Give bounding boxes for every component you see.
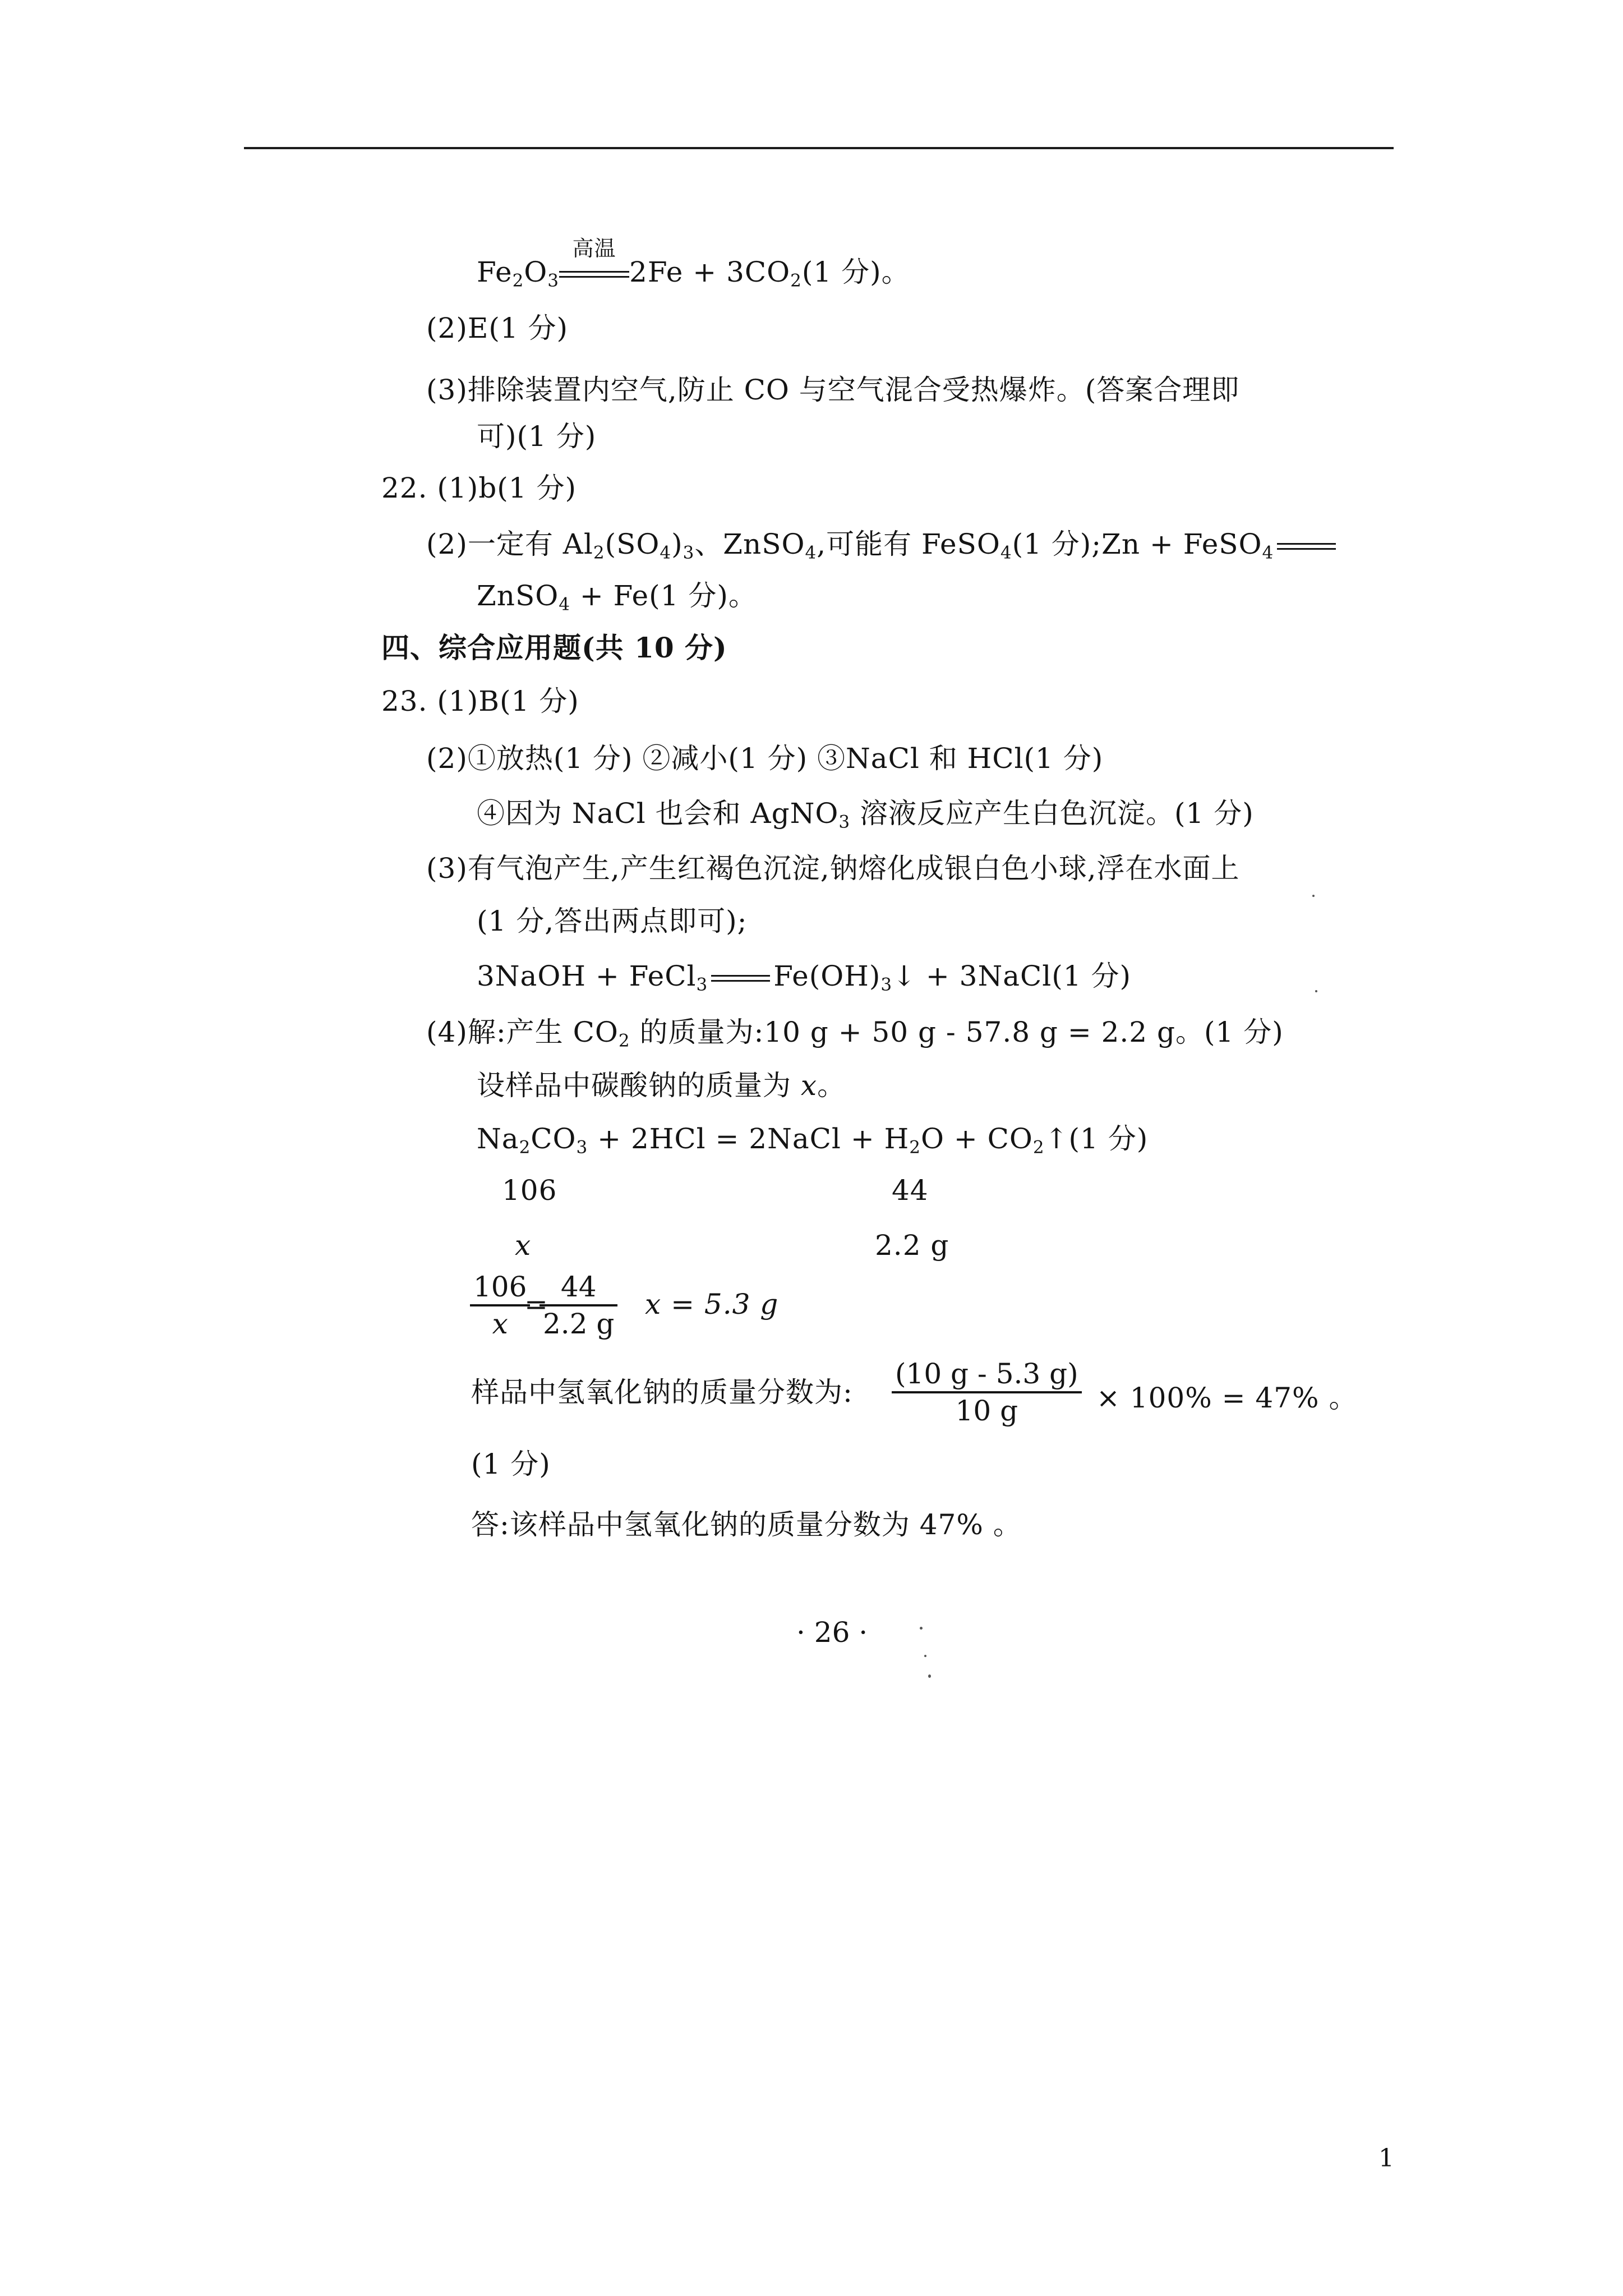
text: 。 bbox=[817, 1069, 846, 1102]
equation-line-17 bbox=[477, 1122, 1148, 1156]
condition-label: 高温 bbox=[572, 236, 616, 261]
subscript: 4 bbox=[559, 594, 570, 615]
text: 、ZnSO bbox=[694, 528, 805, 560]
text: Na bbox=[477, 1122, 519, 1155]
fraction-mass-percentage bbox=[892, 1358, 1082, 1427]
answer-line-6 bbox=[426, 527, 1339, 561]
molar-mass-right: 44 bbox=[892, 1174, 929, 1207]
subscript: 2 bbox=[519, 1137, 531, 1158]
answer-line-4: 可)(1 分) bbox=[477, 420, 597, 453]
text: (SO bbox=[605, 528, 660, 560]
result-x: x = 5.3 g bbox=[645, 1288, 779, 1320]
text-products: 2Fe + 3CO bbox=[629, 256, 791, 288]
section-heading-4: 四、综合应用题(共 10 分) bbox=[381, 631, 727, 664]
subscript: 3 bbox=[838, 812, 851, 832]
scan-speck bbox=[924, 1655, 926, 1657]
molar-mass-left: 106 bbox=[502, 1174, 557, 1207]
reaction-condition bbox=[559, 236, 629, 286]
text: ) bbox=[671, 528, 683, 560]
equals-arrow bbox=[711, 975, 770, 982]
answer-line-13: (1 分,答出两点即可); bbox=[477, 905, 748, 937]
denominator: 2.2 g bbox=[540, 1304, 617, 1340]
mass-fraction-result: × 100% = 47% 。 bbox=[1096, 1382, 1358, 1414]
subscript: 2 bbox=[512, 270, 524, 291]
equals-sign: = bbox=[524, 1288, 548, 1320]
final-answer: 答:该样品中氢氧化钠的质量分数为 47% 。 bbox=[471, 1508, 1022, 1541]
text-fe: Fe bbox=[477, 256, 513, 288]
answer-line-11 bbox=[477, 797, 1254, 830]
subscript: 4 bbox=[1000, 542, 1012, 563]
fraction-44-over-2.2g bbox=[540, 1271, 617, 1340]
answer-line-12: (3)有气泡产生,产生红褐色沉淀,钠熔化成银白色小球,浮在水面上 bbox=[426, 852, 1240, 885]
page-number-center: · 26 · bbox=[796, 1616, 868, 1649]
subscript: 3 bbox=[683, 542, 695, 563]
subscript: 4 bbox=[805, 542, 817, 563]
answer-line-16 bbox=[477, 1069, 846, 1102]
text-o: O bbox=[524, 256, 548, 288]
text: (1 分);Zn + FeSO bbox=[1012, 528, 1262, 560]
text: 3NaOH + FeCl bbox=[477, 960, 697, 992]
scan-speck bbox=[920, 1627, 923, 1630]
numerator: (10 g - 5.3 g) bbox=[895, 1358, 1078, 1390]
page-number-corner: 1 bbox=[1378, 2144, 1394, 2173]
fraction-106-over-x bbox=[470, 1271, 530, 1340]
header-rule bbox=[244, 147, 1394, 149]
question-22: 22. (1)b(1 分) bbox=[381, 472, 577, 504]
known-right: 2.2 g bbox=[875, 1229, 949, 1262]
denominator: 10 g bbox=[892, 1391, 1082, 1427]
text: (4)解:产生 CO bbox=[426, 1016, 619, 1048]
subscript: 2 bbox=[790, 270, 802, 291]
answer-line-2: (2)E(1 分) bbox=[426, 312, 569, 344]
text: + 2HCl = 2NaCl + H bbox=[588, 1122, 910, 1155]
equation-line-1 bbox=[477, 236, 910, 291]
text: ZnSO bbox=[477, 579, 559, 612]
denominator: x bbox=[470, 1304, 530, 1340]
subscript: 2 bbox=[618, 1030, 630, 1051]
answer-line-3: (3)排除装置内空气,防止 CO 与空气混合受热爆炸。(答案合理即 bbox=[426, 374, 1240, 406]
answer-line-15 bbox=[426, 1015, 1284, 1049]
subscript: 2 bbox=[1032, 1137, 1045, 1158]
text: 设样品中碳酸钠的质量为 bbox=[477, 1069, 801, 1102]
subscript: 3 bbox=[576, 1137, 588, 1158]
equation-line-14 bbox=[477, 959, 1131, 993]
text-score: (1 分)。 bbox=[801, 256, 910, 288]
text: ↓ + 3NaCl(1 分) bbox=[892, 960, 1131, 992]
answer-line-10: (2)①放热(1 分) ②减小(1 分) ③NaCl 和 HCl(1 分) bbox=[426, 742, 1104, 775]
text: ,可能有 FeSO bbox=[817, 528, 1000, 560]
text: + Fe(1 分)。 bbox=[570, 579, 757, 612]
subscript: 2 bbox=[909, 1137, 921, 1158]
text: (2)一定有 Al bbox=[426, 528, 593, 560]
text: ④因为 NaCl 也会和 AgNO bbox=[477, 797, 839, 830]
scan-speck bbox=[1312, 895, 1315, 897]
text: Fe(OH) bbox=[773, 960, 881, 992]
subscript: 3 bbox=[696, 974, 708, 995]
answer-line-7 bbox=[477, 579, 757, 613]
text: 的质量为:10 g + 50 g - 57.8 g = 2.2 g。(1 分) bbox=[630, 1016, 1284, 1048]
mass-fraction-label: 样品中氢氧化钠的质量分数为: bbox=[471, 1376, 853, 1409]
scan-speck bbox=[928, 1674, 931, 1678]
text: O + CO bbox=[920, 1122, 1033, 1155]
scan-speck bbox=[1315, 990, 1317, 992]
subscript: 2 bbox=[593, 542, 605, 563]
variable-x: x bbox=[800, 1069, 818, 1102]
equals-arrow bbox=[559, 271, 629, 278]
unknown-left: x bbox=[515, 1229, 532, 1262]
text: CO bbox=[531, 1122, 577, 1155]
subscript: 3 bbox=[880, 974, 893, 995]
text: 溶液反应产生白色沉淀。(1 分) bbox=[850, 797, 1254, 830]
subscript: 3 bbox=[547, 270, 560, 291]
subscript: 4 bbox=[660, 542, 672, 563]
numerator: 106 bbox=[473, 1271, 527, 1303]
subscript: 4 bbox=[1262, 542, 1274, 563]
text: ↑(1 分) bbox=[1044, 1122, 1149, 1155]
numerator: 44 bbox=[560, 1271, 597, 1303]
equals-arrow bbox=[1277, 543, 1336, 550]
question-23: 23. (1)B(1 分) bbox=[381, 685, 579, 717]
score-line: (1 分) bbox=[471, 1448, 551, 1480]
